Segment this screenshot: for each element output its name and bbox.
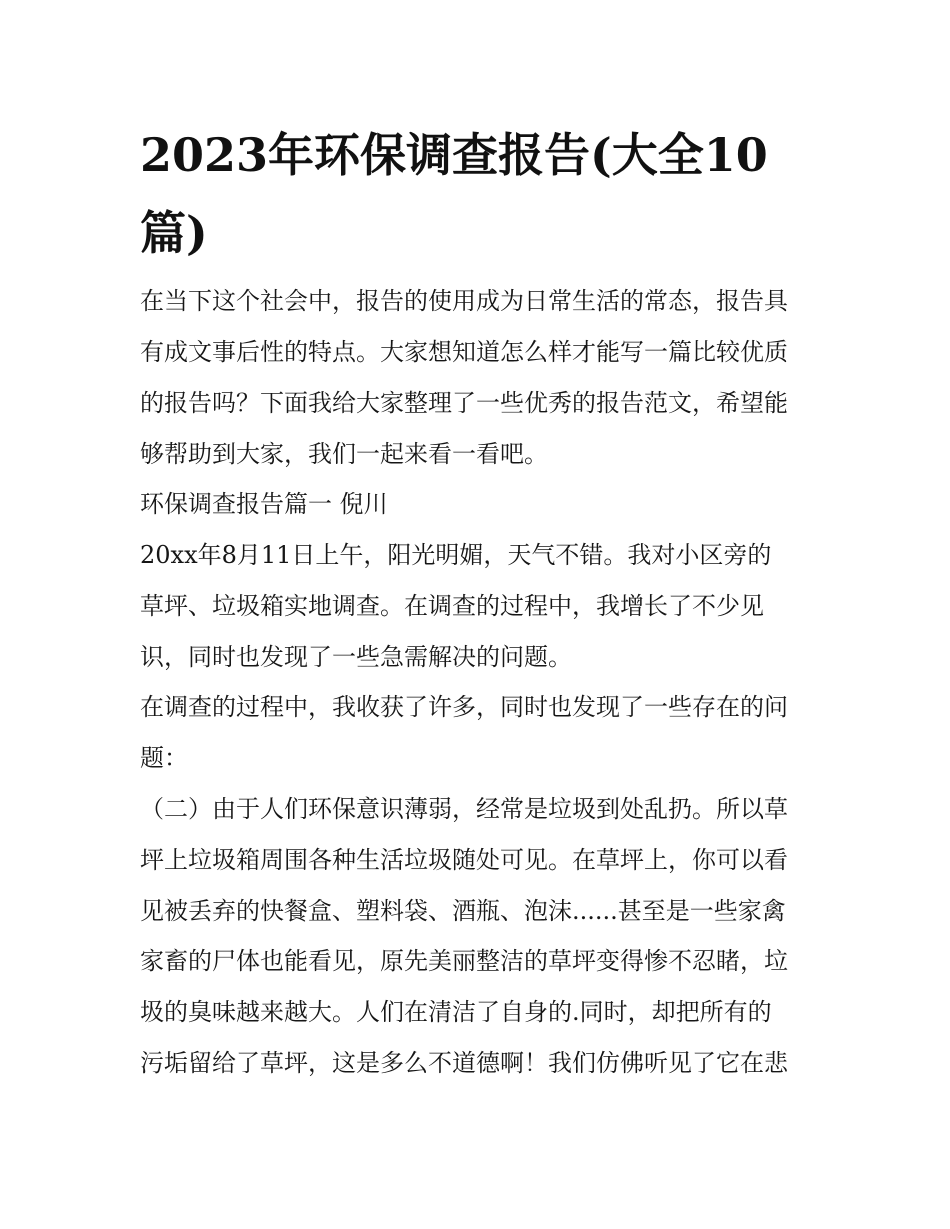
body-line: 见被丢弃的快餐盒、塑料袋、酒瓶、泡沫......甚至是一些家禽 <box>140 897 786 925</box>
body-line: 识，同时也发现了一些急需解决的问题。 <box>140 643 572 671</box>
body-line: 有成文事后性的特点。大家想知道怎么样才能写一篇比较优质 <box>140 338 788 366</box>
body-line: 题： <box>140 744 188 772</box>
body-line: 在调查的过程中，我收获了许多，同时也发现了一些存在的问 <box>140 693 788 721</box>
body-line: 家畜的尸体也能看见，原先美丽整洁的草坪变得惨不忍睹，垃 <box>140 947 788 975</box>
section-heading: 环保调查报告篇一 倪川 <box>140 490 388 518</box>
body-line: 在当下这个社会中，报告的使用成为日常生活的常态，报告具 <box>140 287 788 315</box>
body-line: 圾的臭味越来越大。人们在清洁了自身的.同时，却把所有的 <box>140 998 772 1026</box>
document-title: 2023年环保调查报告(大全10篇) <box>140 128 768 260</box>
body-line: 20xx年8月11日上午，阳光明媚，天气不错。我对小区旁的 <box>140 541 772 569</box>
body-line: （二）由于人们环保意识薄弱，经常是垃圾到处乱扔。所以草 <box>140 795 788 823</box>
body-line: 的报告吗？下面我给大家整理了一些优秀的报告范文，希望能 <box>140 389 788 417</box>
body-line: 坪上垃圾箱周围各种生活垃圾随处可见。在草坪上，你可以看 <box>140 846 788 874</box>
body-line: 草坪、垃圾箱实地调查。在调查的过程中，我增长了不少见 <box>140 592 764 620</box>
body-line: 污垢留给了草坪，这是多么不道德啊！我们仿佛听见了它在悲 <box>140 1049 788 1077</box>
body-line: 够帮助到大家，我们一起来看一看吧。 <box>140 440 548 468</box>
